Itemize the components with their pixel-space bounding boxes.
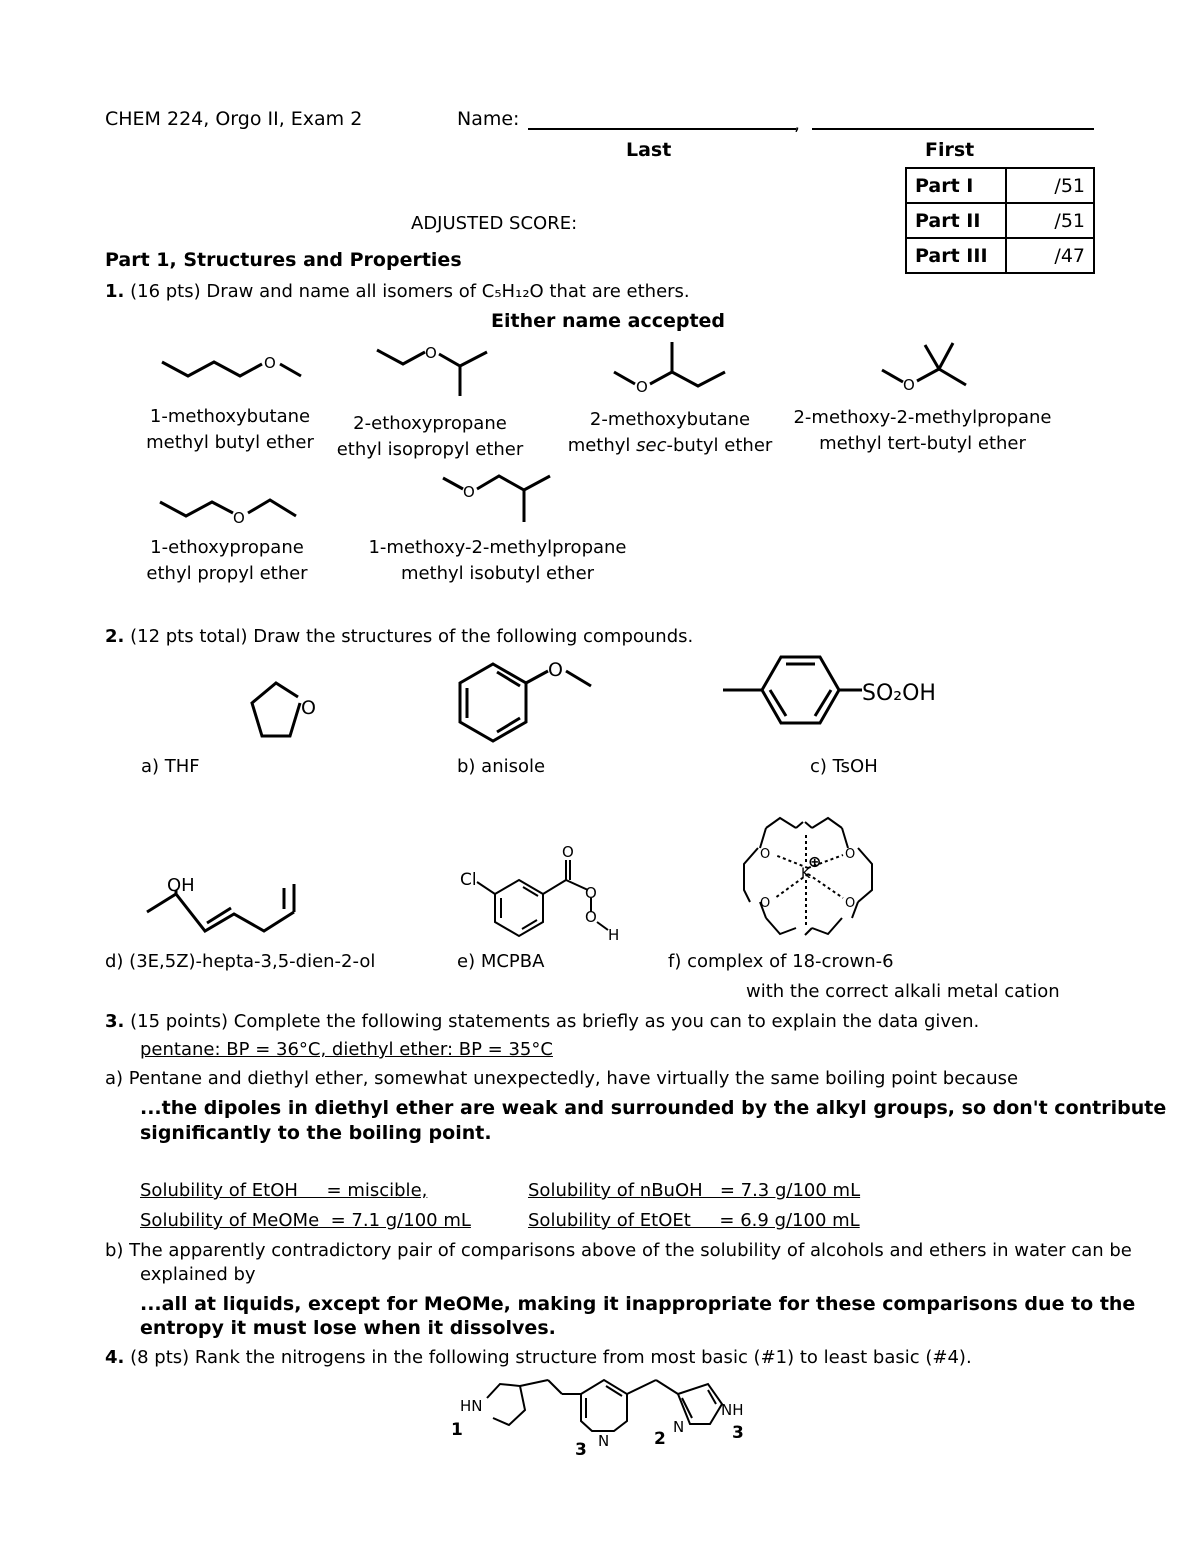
- q2d-label: d) (3E,5Z)-hepta-3,5-dien-2-ol: [105, 951, 376, 972]
- q2a-label: a) THF: [141, 756, 200, 777]
- dienol-oh: OH: [167, 875, 195, 896]
- adjusted-score-label: ADJUSTED SCORE:: [411, 213, 578, 234]
- crown-o2: O: [845, 847, 856, 862]
- q3a-answer-2: significantly to the boiling point.: [140, 1122, 492, 1144]
- solubility-nbuoh: Solubility of nBuOH = 7.3 g/100 mL: [528, 1180, 861, 1201]
- isobutyl-o: O: [463, 483, 475, 501]
- mcpba-o1: O: [562, 843, 574, 861]
- q2f-label-2: with the correct alkali metal cation: [746, 981, 1060, 1002]
- q4-hn: HN: [460, 1397, 483, 1415]
- q1-note: Either name accepted: [491, 310, 726, 332]
- isomer-common: ethyl isopropyl ether: [336, 439, 524, 460]
- course-title: CHEM 224, Orgo II, Exam 2: [105, 108, 363, 130]
- mcpba-o2: O: [585, 884, 597, 902]
- q3-text: (15 points) Complete the following statements as briefly as you can to explain the data given.: [130, 1011, 980, 1032]
- isomer-iupac: 2-methoxy-2-methylpropane: [793, 407, 1052, 428]
- q2e-label: e) MCPBA: [457, 951, 545, 972]
- isomer-iupac: 1-methoxybutane: [149, 406, 311, 427]
- score-max: /51: [1006, 168, 1094, 203]
- q3a-answer-1: ...the dipoles in diethyl ether are weak and surrounded by the alkyl groups, so don't contribute: [140, 1097, 1167, 1119]
- solubility-meome: Solubility of MeOMe = 7.1 g/100 mL: [140, 1210, 471, 1231]
- crown-o3: O: [760, 896, 771, 911]
- q1-text: (16 pts) Draw and name all isomers of C₅H₁₂O that are ethers.: [130, 281, 690, 302]
- isomer-common-pre: methyl: [567, 435, 637, 456]
- isomer-common: ethyl propyl ether: [146, 563, 308, 584]
- q2-text: (12 pts total) Draw the structures of the following compounds.: [130, 626, 694, 647]
- isomer-common: methyl isobutyl ether: [400, 563, 595, 584]
- q2f-label: f) complex of 18-crown-6: [668, 951, 894, 972]
- isomer-common-em: sec: [636, 435, 667, 456]
- crown-o4: O: [845, 896, 856, 911]
- isomer-iupac: 1-ethoxypropane: [150, 537, 304, 558]
- methoxybutane2-o: O: [636, 378, 648, 396]
- q3b-prompt-2: explained by: [140, 1264, 256, 1285]
- methoxybutane-o: O: [264, 354, 276, 372]
- score-part: Part II: [906, 203, 1006, 238]
- q3b-answer-1: ...all at liquids, except for MeOMe, making it inappropriate for these comparisons due to the: [140, 1293, 1136, 1315]
- name-label: Name:: [457, 108, 520, 130]
- q3b-prompt-1: b) The apparently contradictory pair of comparisons above of the solubility of alcohols and ethers in water can be: [105, 1240, 1132, 1261]
- mcpba-cl: Cl: [460, 870, 477, 890]
- score-max: /47: [1006, 238, 1094, 273]
- mcpba-o3: O: [585, 908, 597, 926]
- first-label: First: [925, 139, 975, 161]
- q3-number: 3.: [105, 1011, 125, 1032]
- pyridine-ring: [581, 1380, 627, 1431]
- isomer-common: methyl tert-butyl ether: [819, 433, 1026, 454]
- name-comma: ,: [794, 113, 801, 135]
- q4-rank-1: 1: [451, 1420, 463, 1440]
- pyridine-ch2: [627, 1380, 656, 1394]
- solubility-etoh: Solubility of EtOH = miscible,: [140, 1180, 428, 1201]
- score-part: Part III: [906, 238, 1006, 273]
- score-part: Part I: [906, 168, 1006, 203]
- q2b-label: b) anisole: [457, 756, 546, 777]
- q4-text: (8 pts) Rank the nitrogens in the following structure from most basic (#1) to least basic (#4).: [124, 1347, 972, 1368]
- q3b-answer-2: entropy it must lose when it dissolves.: [140, 1317, 556, 1339]
- part1-title: Part 1, Structures and Properties: [105, 249, 462, 271]
- isomer-iupac: 2-methoxybutane: [589, 409, 751, 430]
- q4-imidazole-nh: NH: [721, 1401, 744, 1419]
- anisole-o: O: [548, 659, 563, 681]
- pyridine-ch2b: [656, 1380, 678, 1394]
- crown-plus: ⊕: [808, 852, 822, 871]
- pyrrolidine-link: [548, 1380, 562, 1394]
- q4-number: 4.: [105, 1347, 125, 1368]
- crown-o1: O: [760, 847, 771, 862]
- pyrrolidine-ch2: [520, 1380, 548, 1386]
- crown-k: K: [801, 866, 811, 882]
- isomer-common: methyl butyl ether: [146, 432, 314, 453]
- pyridine-double2: [606, 1386, 622, 1396]
- q4-rank-3a: 3: [575, 1440, 587, 1460]
- mtbe-o: O: [903, 376, 915, 394]
- isomer-iupac: 1-methoxy-2-methylpropane: [368, 537, 627, 558]
- q3a-prompt: a) Pentane and diethyl ether, somewhat unexpectedly, have virtually the same boiling point because: [105, 1068, 1019, 1089]
- ethoxypropane-o: O: [425, 344, 437, 362]
- isomer-common-post: -butyl ether: [666, 435, 773, 456]
- score-max: /51: [1006, 203, 1094, 238]
- mcpba-h: H: [608, 926, 620, 944]
- pyrrolidine-ring: [487, 1384, 525, 1425]
- isomer-iupac: 2-ethoxypropane: [353, 413, 507, 434]
- q4-rank-2: 2: [654, 1429, 666, 1449]
- q4-imidazole-n: N: [673, 1418, 685, 1436]
- q2-number: 2.: [105, 626, 125, 647]
- q1-number: 1.: [105, 281, 125, 302]
- thf-o: O: [301, 697, 316, 719]
- ethoxypropane1-o: O: [233, 509, 245, 527]
- q4-pyridine-n: N: [598, 1432, 610, 1450]
- solubility-etoet: Solubility of EtOEt = 6.9 g/100 mL: [528, 1210, 860, 1231]
- last-label: Last: [626, 139, 672, 161]
- q4-rank-3b: 3: [732, 1423, 744, 1443]
- q2c-label: c) TsOH: [810, 756, 878, 777]
- tsoh-so2oh: SO₂OH: [862, 681, 936, 706]
- q3-data: pentane: BP = 36°C, diethyl ether: BP = 35°C: [140, 1039, 553, 1060]
